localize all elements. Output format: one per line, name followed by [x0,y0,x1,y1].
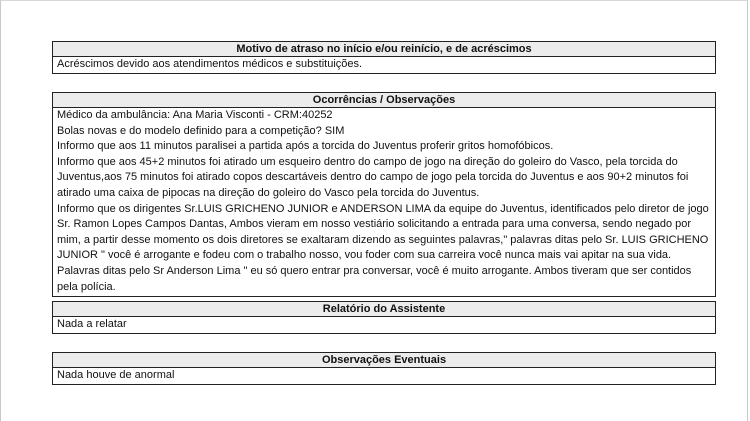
ocorrencia-objetos-atirados: Informo que aos 45+2 minutos foi atirado um esqueiro dentro do campo de jogo na direção do goleiro do Vasco, pela torcida do Juventus,aos 75 minutos foi atirado copos descartáveis dentro do campo de jogo pela torcida do Juventus e aos 90+2 minutos foi atirado uma caixa de pipocas na direção do goleiro do Vasco pela torcida do Juventus. [57,155,689,199]
ocorrencia-medico: Médico da ambulância: Ana Maria Visconti - CRM:40252 [57,109,333,121]
ocorrencia-bolas: Bolas novas e do modelo definido para a competição? SIM [57,124,345,137]
section-observacoes-eventuais [52,352,716,385]
section-body-motivo [53,57,715,73]
section-motivo-atraso [52,41,716,74]
section-relatorio-assistente [52,301,716,334]
ocorrencia-paralisacao: Informo que aos 11 minutos paralisei a partida após a torcida do Juventus proferir gritos homofóbicos. [57,140,554,153]
section-body-observacoes [53,368,715,384]
section-body-relatorio [53,317,715,333]
ocorrencia-dirigentes: Informo que os dirigentes Sr.LUIS GRICHENO JUNIOR e ANDERSON LIMA da equipe do Juventus, identificados pelo diretor de jogo Sr. Ramon Lopes Campos Dantas, Ambos vieram em nosso vestiário solicitando a entrada para uma conversa, sendo negado por mim, a partir desse momento os dois diretores se exaltaram dizendo as seguintes palavras," palavras ditas pelo Sr. LUIS GRICHENO JUNIOR " você é arrogante e fodeu com o trabalho nosso, vou foder com sua carreira você nunca mais vai apitar na sua vida. Palavras ditas pelo Sr Anderson Lima " eu só quero entrar pra conversar, você é muito arrogante. Ambos tiveram que ser contidos pela polícia. [57,202,709,293]
relatorio-text: Nada a relatar [57,318,127,330]
section-ocorrencias [52,92,716,297]
observacoes-text: Nada houve de anormal [57,369,175,381]
section-body-ocorrencias [53,108,715,296]
section-title-relatorio: Relatório do Assistente [53,302,715,317]
section-title-observacoes: Observações Eventuais [53,353,715,368]
section-title-ocorrencias: Ocorrências / Observações [53,93,715,108]
motivo-text: Acréscimos devido aos atendimentos médicos e substituições. [57,58,363,70]
section-title-motivo: Motivo de atraso no início e/ou reinício, e de acréscimos [53,42,715,57]
